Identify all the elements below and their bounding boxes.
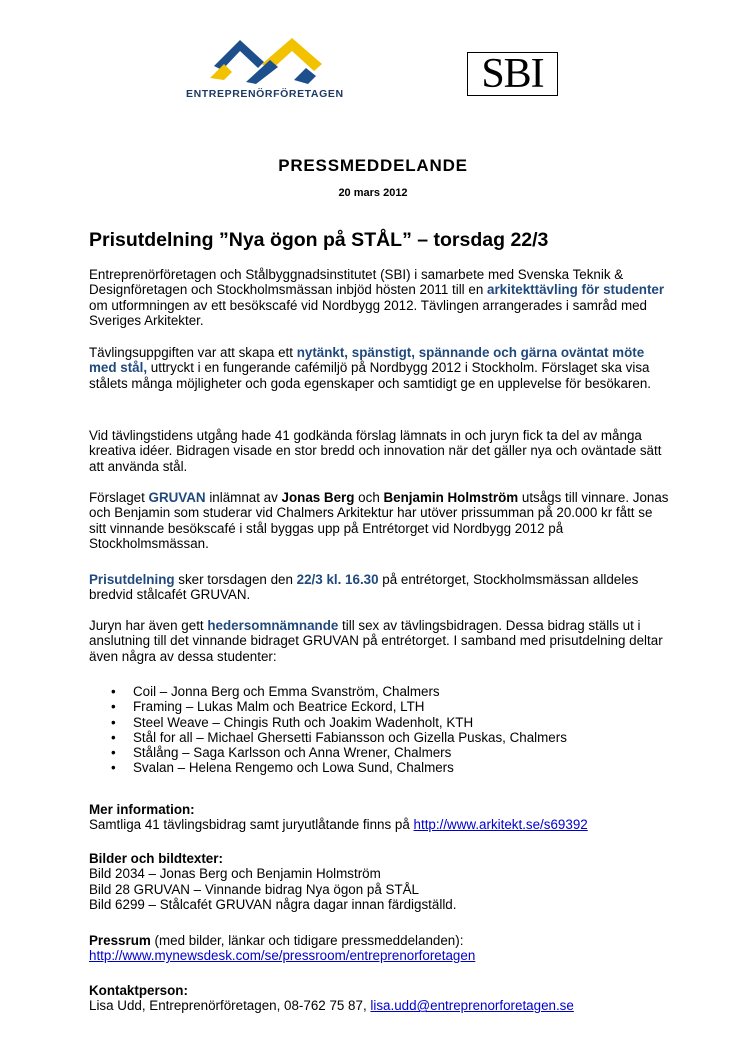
text-run: Förslaget (89, 490, 149, 505)
text-run: (med bilder, länkar och tidigare pressmeddelanden): (150, 933, 464, 948)
image-caption: Bild 28 GRUVAN – Vinnande bidrag Nya ögon på STÅL (89, 881, 420, 897)
list-item: • Stålång – Saga Karlsson och Anna Wrener, Chalmers (89, 745, 669, 760)
list-item: • Steel Weave – Chingis Ruth och Joakim Wadenholt, KTH (89, 715, 669, 730)
pressroom-link[interactable]: http://www.mynewsdesk.com/se/pressroom/entreprenorforetagen (89, 948, 476, 964)
highlight-text: hedersomnämnande (207, 618, 339, 633)
highlight-text: arkitekttävling för studenter (487, 282, 665, 298)
text-run: Tävlingsuppgiften var att skapa ett (89, 345, 297, 360)
text-run: sker torsdagen den (174, 572, 297, 587)
text-run: utsågs till vinnare. Jonas och Benjamin som studerar vid Chalmers Arkitektur har utöver prissumman på 20.000 kr fått se sitt vinnande besökscafé i stål byggas upp på Entrétorget vid Nordbygg 2012 på Stockholmsmässan. (89, 490, 669, 551)
images-section (89, 851, 669, 912)
arkitekt-link[interactable]: http://www.arkitekt.se/s69392 (413, 817, 588, 833)
list-item: • Stål for all – Michael Ghersetti Fabiansson och Gizella Puskas, Chalmers (89, 730, 669, 745)
text-run: Lisa Udd, Entreprenörföretagen, 08-762 75 87, (89, 998, 371, 1014)
honorable-mentions-list (89, 684, 669, 776)
text-run: om utformningen av ett besökscafé vid Nordbygg 2012. Tävlingen arrangerades i samråd med Sveriges Arkitekter. (89, 297, 648, 328)
section-heading: Mer information: (89, 802, 195, 817)
text-run: Juryn har även gett (89, 618, 208, 633)
contact-section (89, 983, 669, 1014)
pressroom-section (89, 933, 669, 964)
list-item: • Framing – Lukas Malm och Beatrice Eckord, LTH (89, 699, 669, 714)
text-run: inlämnat av (205, 490, 282, 505)
ceremony-time: 22/3 kl. 16.30 (296, 572, 379, 587)
entreprenorforetagen-mark-icon (210, 34, 326, 84)
paragraph-winner (89, 490, 669, 551)
text-run: och (354, 490, 384, 505)
text-run: Samtliga 41 tävlingsbidrag samt juryutlåtande finns på (89, 817, 414, 833)
section-heading: Bilder och bildtexter: (89, 851, 223, 866)
paragraph-ceremony (89, 572, 669, 603)
contact-email-link[interactable]: lisa.udd@entreprenorforetagen.se (370, 998, 574, 1014)
text-run: till sex av tävlingsbidragen. Dessa bidrag ställs ut i anslutning till det vinnande bidraget GRUVAN på entrétorget. I samband med prisutdelning deltar även några av dessa studenter: (89, 618, 663, 664)
headline: Prisutdelning ”Nya ögon på STÅL” – torsdag 22/3 (89, 229, 549, 251)
text-run: Entreprenörföretagen och Stålbyggnadsinstitutet (SBI) i samarbete med Svenska Teknik & Designföretagen och Stockholmsmässan inbjöd hösten 2011 till en (89, 267, 624, 298)
paragraph-entries (89, 428, 669, 474)
paragraph-task (89, 345, 669, 391)
paragraph-honorable-mentions (89, 618, 669, 664)
section-heading: Kontaktperson: (89, 983, 188, 998)
sbi-logo: SBI (467, 52, 558, 96)
winner-entry-name: GRUVAN (148, 490, 206, 505)
paragraph-intro (89, 267, 669, 328)
entreprenorforetagen-logo (186, 34, 356, 104)
image-caption: Bild 6299 – Stålcafét GRUVAN några dagar innan färdigställd. (89, 896, 457, 912)
more-info-section (89, 802, 669, 833)
document-date: 20 mars 2012 (338, 187, 408, 199)
highlight-text: nytänkt, spänstigt, spännande och gärna oväntat möte med stål, (89, 345, 645, 376)
text-run: på entrétorget, Stockholmsmässan alldeles bredvid stålcafét GRUVAN. (89, 572, 639, 603)
list-item: • Coil – Jonna Berg och Emma Svanström, Chalmers (89, 684, 669, 699)
highlight-text: Prisutdelning (89, 572, 175, 587)
winner-name: Jonas Berg (281, 490, 355, 505)
text-run: uttryckt i en fungerande cafémiljö på Nordbygg 2012 i Stockholm. Förslaget ska visa stålets många möjligheter och goda egenskaper och samtidigt ge en upplevelse för besökaren. (89, 360, 652, 391)
text-run: Vid tävlingstidens utgång hade 41 godkända förslag lämnats in och juryn fick ta del av många kreativa idéer. Bidragen visade en stor bredd och innovation när det gäller nya och oväntade sätt att använda stål. (89, 428, 662, 474)
list-item: • Svalan – Helena Rengemo och Lowa Sund, Chalmers (89, 760, 669, 775)
entreprenorforetagen-wordmark: ENTREPRENÖRFÖRETAGEN (186, 88, 344, 100)
section-heading: Pressrum (89, 933, 151, 948)
image-caption: Bild 2034 – Jonas Berg och Benjamin Holmström (89, 866, 381, 882)
document-type-title: PRESSMEDDELANDE (278, 156, 468, 175)
winner-name: Benjamin Holmström (383, 490, 519, 505)
